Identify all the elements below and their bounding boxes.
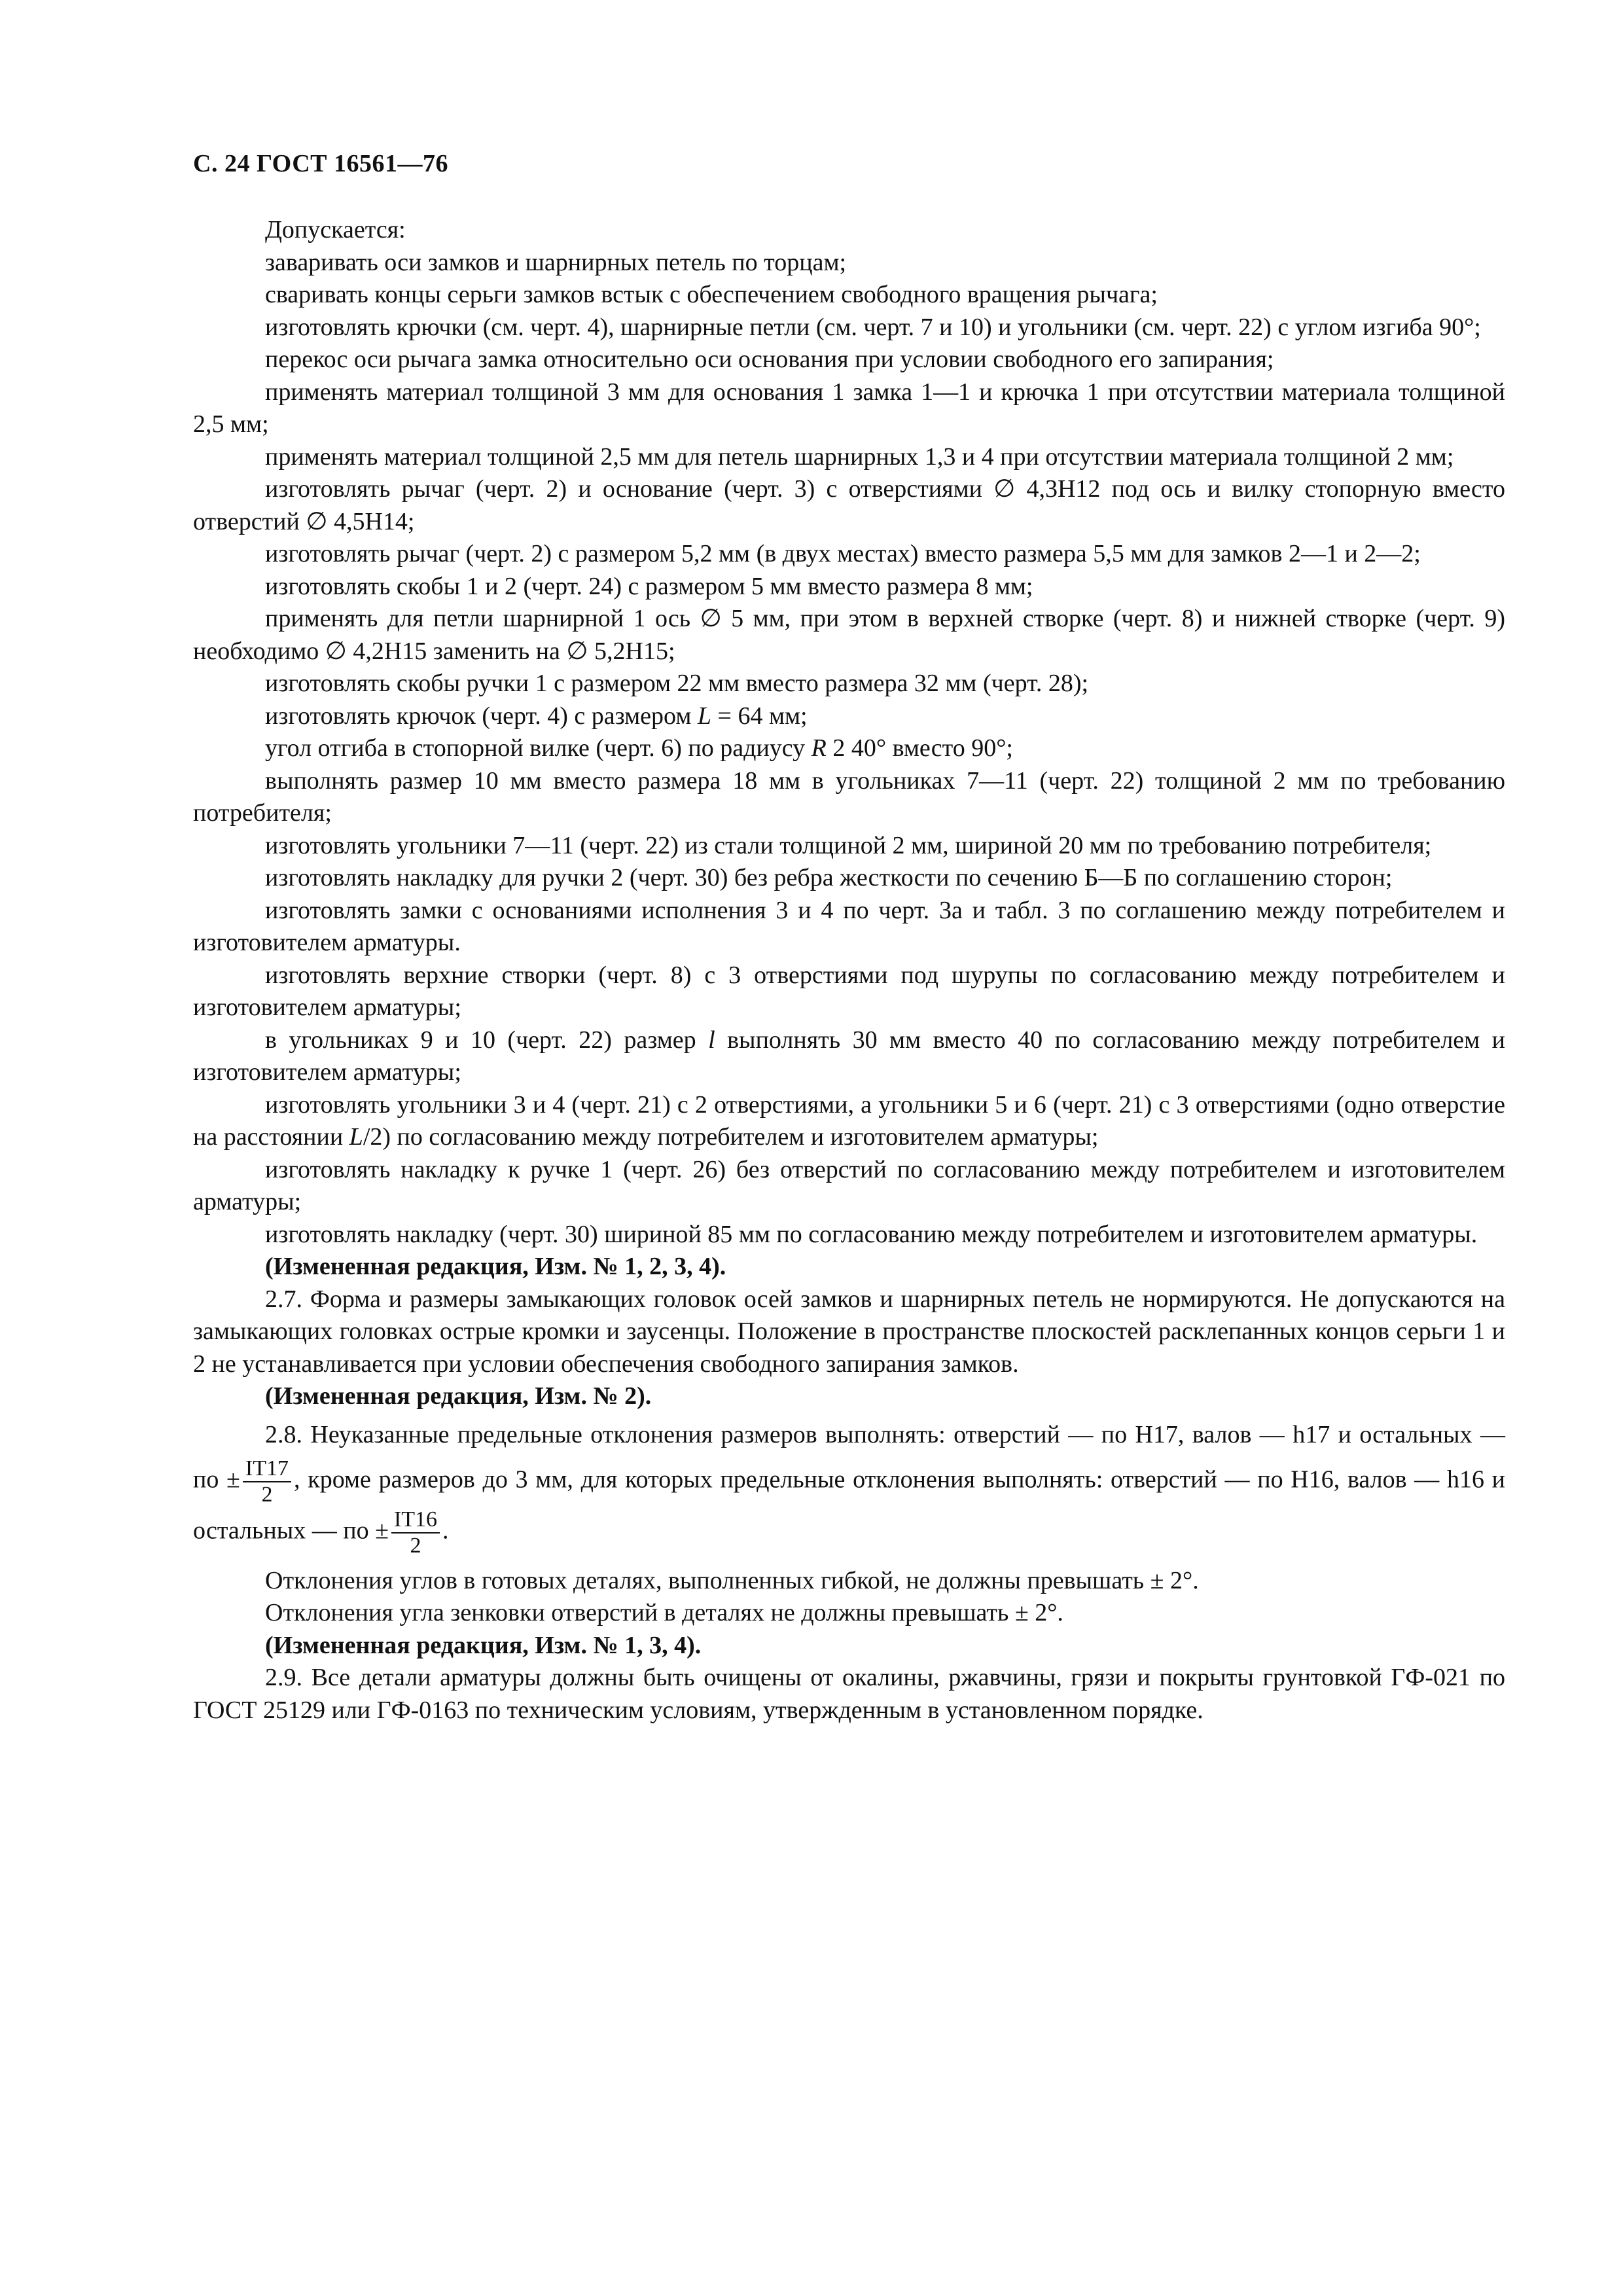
countersink-tolerance: Отклонения угла зенковки отверстий в деталях не должны превышать ± 2°. [265,1599,1063,1626]
text-run: , кроме размеров до 3 мм, для которых предельные отклонения выполнять: отверстий — по H16, валов — h16 и остальных — по ± [193,1465,1505,1545]
revision-note: (Измененная редакция, Изм. № 2). [265,1382,652,1410]
list-item: применять для петли шарнирной 1 ось ∅ 5 мм, при этом в верхней створке (черт. 8) и нижней створке (черт. 9) необходимо ∅ 4,2H15 заменить на ∅ 5,2H15; [193,605,1505,665]
page-header: С. 24 ГОСТ 16561—76 [193,150,448,177]
list-item [193,732,1505,765]
intro-text: Допускается: [265,216,406,243]
text-run: = 64 мм; [711,702,808,730]
fraction-numerator: IT16 [391,1507,440,1534]
text-run: 2 40° вместо 90°; [826,734,1013,762]
fraction-denominator: 2 [261,1482,273,1507]
clause-2-8 [193,1413,1505,1558]
list-item: изготовлять накладку к ручке 1 (черт. 26) без отверстий по согласованию между потребителем и изготовителем арматуры; [193,1155,1505,1215]
list-item: изготовлять рычаг (черт. 2) и основание (черт. 3) с отверстиями ∅ 4,3H12 под ось и вилку стопорную вместо отверстий ∅ 4,5H14; [193,475,1505,535]
document-page [193,147,1505,1727]
list-item [193,1089,1505,1154]
variable: l [708,1026,715,1054]
clause-2-9: 2.9. Все детали арматуры должны быть очищены от окалины, ржавчины, грязи и покрыты грунтовкой ГФ-021 по ГОСТ 25129 или ГФ-0163 по техническим условиям, утвержденным в установленном порядке. [193,1664,1505,1724]
fraction-it16 [391,1507,440,1558]
list-item: применять материал толщиной 2,5 мм для петель шарнирных 1,3 и 4 при отсутствии материала толщиной 2 мм; [265,442,1454,471]
list-item: перекос оси рычага замка относительно оси основания при условии свободного его запирания; [265,346,1274,373]
fraction-it17 [243,1456,291,1507]
text-run: 2.8. Неуказанные предельные отклонения размеров выполнять: отверстий — по H17, валов — h17 и остальных — по ± [193,1420,1505,1494]
variable: L [349,1123,363,1151]
fraction-numerator: IT17 [243,1456,291,1482]
list-item: изготовлять накладку для ручки 2 (черт. 30) без ребра жесткости по сечению Б—Б по соглашению сторон; [265,864,1393,891]
text-run: изготовлять крючок (черт. 4) с размером [265,702,698,730]
angle-tolerance: Отклонения углов в готовых деталях, выполненных гибкой, не должны превышать ± 2°. [265,1566,1199,1594]
list-item: применять материал толщиной 3 мм для основания 1 замка 1—1 и крючка 1 при отсутствии материала толщиной 2,5 мм; [193,378,1505,438]
list-item: заваривать оси замков и шарнирных петель по торцам; [265,248,847,276]
list-item: изготовлять скобы ручки 1 с размером 22 мм вместо размера 32 мм (черт. 28); [265,670,1089,697]
list-item [193,700,1505,733]
revision-note: (Измененная редакция, Изм. № 1, 2, 3, 4). [265,1253,726,1280]
text-run: выполнять 30 мм вместо 40 по согласованию между потребителем и изготовителем арматуры; [193,1026,1505,1086]
text-run: /2) по согласованию между потребителем и изготовителем арматуры; [363,1123,1099,1151]
list-item: изготовлять накладку (черт. 30) шириной 85 мм по согласованию между потребителем и изготовителем арматуры. [265,1220,1478,1248]
revision-note: (Измененная редакция, Изм. № 1, 3, 4). [265,1631,702,1659]
list-item: изготовлять скобы 1 и 2 (черт. 24) с размером 5 мм вместо размера 8 мм; [265,572,1033,600]
text-run: . [442,1516,449,1545]
text-run: угол отгиба в стопорной вилке (черт. 6) по радиусу [265,734,812,762]
list-item: изготовлять крючки (см. черт. 4), шарнирные петли (см. черт. 7 и 10) и угольники (см. черт. 22) с углом изгиба 90°; [265,313,1481,341]
list-item: изготовлять верхние створки (черт. 8) с 3 отверстиями под шурупы по согласованию между потребителем и изготовителем арматуры; [193,961,1505,1021]
text-run: в угольниках 9 и 10 (черт. 22) размер [265,1026,709,1054]
fraction-denominator: 2 [410,1533,421,1558]
list-item: изготовлять рычаг (черт. 2) с размером 5,2 мм (в двух местах) вместо размера 5,5 мм для замков 2—1 и 2—2; [265,540,1421,567]
text-run: изготовлять угольники 3 и 4 (черт. 21) с 2 отверстиями, а угольники 5 и 6 (черт. 21) с 3 отверстиями (одно отверстие на расстоянии [193,1090,1505,1151]
list-item: выполнять размер 10 мм вместо размера 18 мм в угольниках 7—11 (черт. 22) толщиной 2 мм по требованию потребителя; [193,766,1505,827]
list-item: изготовлять замки с основаниями исполнения 3 и 4 по черт. 3а и табл. 3 по соглашению между потребителем и изготовителем арматуры. [193,896,1505,956]
variable: R [811,734,827,762]
variable: L [697,702,712,730]
clause-2-7: 2.7. Форма и размеры замыкающих головок осей замков и шарнирных петель не нормируются. Не допускаются на замыкающих головках острые кромки и заусенцы. Положение в пространстве плоскостей расклепанных концов серьги 1 и 2 не устанавливается при условии обеспечения свободного запирания замков. [193,1285,1505,1378]
list-item: изготовлять угольники 7—11 (черт. 22) из стали толщиной 2 мм, шириной 20 мм по требованию потребителя; [265,831,1432,859]
list-item [193,1024,1505,1089]
list-item: сваривать концы серьги замков встык с обеспечением свободного вращения рычага; [265,281,1158,308]
